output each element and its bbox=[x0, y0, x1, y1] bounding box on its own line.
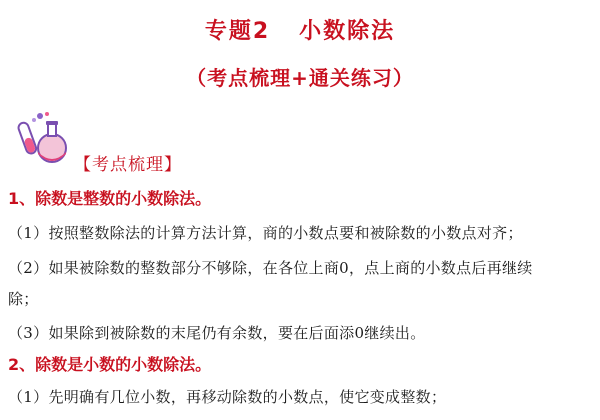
list-item: （1）按照整数除法的计算方法计算，商的小数点要和被除数的小数点对齐； bbox=[8, 224, 523, 242]
section-tag: 【考点梳理】 bbox=[74, 155, 182, 175]
list-item: 除； bbox=[8, 290, 39, 308]
list-item: （2）如果被除数的整数部分不够除，在各位上商0，点上商的小数点后再继续 bbox=[8, 259, 533, 277]
page-subtitle: （考点梳理+通关练习） bbox=[186, 66, 414, 90]
list-item: （1）先明确有几位小数，再移动除数的小数点，使它变成整数； bbox=[8, 388, 447, 406]
section-heading: 2、除数是小数的小数除法。 bbox=[8, 355, 212, 374]
section-heading: 1、除数是整数的小数除法。 bbox=[8, 189, 212, 208]
lab-flask-icon bbox=[14, 110, 70, 166]
page-title: 专题2 小数除法 bbox=[204, 19, 396, 44]
list-item: （3）如果除到被除数的末尾仍有余数，要在后面添0继续出。 bbox=[8, 324, 426, 342]
